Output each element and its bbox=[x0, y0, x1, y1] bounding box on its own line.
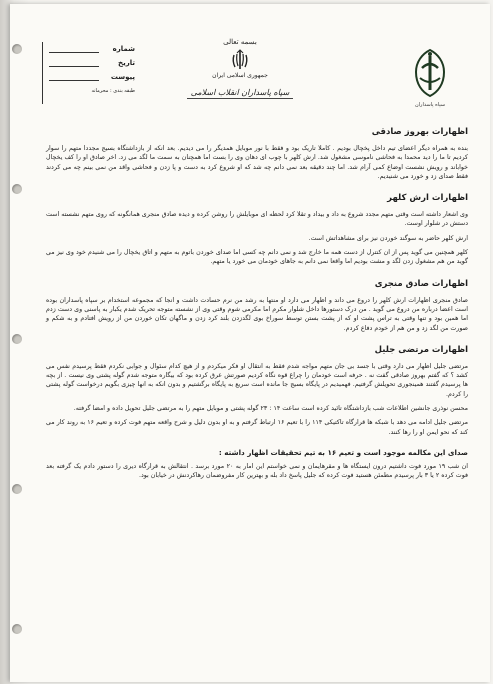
meta-label: شماره bbox=[112, 45, 135, 53]
binder-holes bbox=[12, 4, 26, 682]
recording-heading: صدای این مکالمه موجود است و تعیم ۱۶ به تیم تحقیقات اظهار داشته : bbox=[218, 447, 468, 457]
bismillah: بسمه تعالی bbox=[223, 38, 257, 46]
irgc-emblem-icon bbox=[408, 46, 452, 100]
section-heading: اظهارات صادق منجری bbox=[374, 278, 468, 289]
meta-row bbox=[43, 56, 135, 70]
calligraphy-title: سپاه پاسداران انقلاب اسلامی bbox=[187, 88, 294, 99]
statement-paragraph: کلهر همچنین می گوید پس از ان کنترل از دست همه ما خارج شد و نمی دانم چه کسی اما صدای خوردن باتوم به متهم و اتاق یخچال را می شنیدم خود وی نیز می گوید من هم مشغول زدن لگد و مشت بودیم اما واقعا نمی دانم به جاهای خودمان می خورد یا متهم. bbox=[46, 249, 468, 266]
section-heading: اظهارات بهروز صادقی bbox=[371, 127, 468, 137]
letterhead-center bbox=[180, 38, 300, 116]
emblem-caption: سپاه پاسداران bbox=[414, 102, 446, 108]
statement-paragraph: صادق منجری اظهارات ارش کلهر را دروغ می داند و اظهار می دارد او منتها به رشد من نرم حسادت داشت و انجا که مجموعه استخدام بر سپاه پاسداران بوده است اعضا درباره من دروغ می گوید . من درک دستورها داخل شلوار مکرم اما مکرمی شوم وقتی وی از نشسته متوجه تحریک شدم یکبار به پاسنی وی دست زدم اما همین بود و تنها وقتی به تراس پشت او که از پشت بستن توسط سوراخ بوی لگدزدن بلند کرد زدن و ماگهان تکان خوردن من از رویش افتادم و به شکم و صورت من لگد زد و من هم از خودم دفاع کردم. bbox=[46, 296, 468, 332]
statement-paragraph: مرتضی جلیل اظهار می دارد وقتی با جسد بی جان متهم مواجه شدم فقط به انتقال او فکر میکردم و از هیچ کدام سئوال و جوابی نکردم فقط پرسیدم نفس می کشد ؟ که گفتم بهروز صادقی گفت نه . حرفه است خودمان را چراغ قوه نگاه کردیم صورتش عرق کرده بود که بیگاره متوجه شدم گوله پشتی وی نیست . از بچه ها پرسیدم گفتند همینجوری تحویلش گرفتیم. فهمیدیم در پایگاه بسیج جا مانده است سریع به پایگاه برگشتیم و بدون انکه به انها چیزی بگویم درخواست گوله پشتی را کردم. bbox=[46, 362, 468, 398]
meta-label: طبقه بندی : محرمانه bbox=[91, 88, 135, 94]
meta-fill-line bbox=[49, 52, 99, 53]
binder-hole bbox=[12, 484, 22, 494]
section-heading: اظهارات مرتضی جلیل bbox=[374, 344, 468, 355]
iran-emblem-icon bbox=[229, 49, 251, 71]
meta-fill-line bbox=[49, 66, 99, 67]
statement-paragraph: محسن نوذری جانشین اطلاعات شب بازداشتگاه تائید کرده است ساعت ۱۴ : ۲۳ گوله پشتی و موبایل متهم را به مرتضی جلیل تحویل داده و امضا گرفته. bbox=[73, 405, 468, 413]
binder-hole bbox=[12, 334, 22, 344]
meta-row bbox=[43, 84, 135, 98]
statement-paragraph: وی اشعار داشته است وقتی متهم مجدد شروع به داد و بیداد و تقلا کرد لحظه ای موبایلش را روشن کرده و دیده صادق منجری همانگونه که روی متهم نشسته است دستش در شلوار اوست. bbox=[46, 211, 468, 228]
section-heading: اظهارات ارش کلهر bbox=[387, 193, 468, 204]
statement-paragraph: بنده به همراه دیگر اعضای تیم داخل پخچال بودیم . کاملا تاریک بود و فقط با نور موبایل همدیگر را می دیدیم. بعد انکه از بازداشتگاه بسیج مجددا متهم را سوار کردیم تا ما را دید محمدا به فحاشی ناموسی مشغول شد. ارش کلهر با چوب ای دهان وی را بست اما همچنان به سمت ما لگد می زد. اخر صادق او را کف یخچال خواباند و رویش نشست اوضاع کمی آرام شد. اما چند دقیقه بعد نمی دانم چه شد که او شروع کرد به دست و پا زدن و فحاشی واقد من نمی بینم چه می کردند فقط صدای زد و خورد می شنیدیم. bbox=[46, 145, 468, 180]
binder-hole bbox=[12, 184, 22, 194]
statement-paragraph: ارش کلهر حاضر به سوگند خوردن نیز برای مشاهداتش است. bbox=[308, 234, 468, 242]
meta-row bbox=[43, 70, 135, 84]
statement-section bbox=[46, 278, 468, 333]
meta-label: تاریخ bbox=[118, 59, 135, 67]
republic-title: جمهوری اسلامی ایران bbox=[212, 72, 268, 79]
meta-fill-line bbox=[49, 80, 99, 81]
document-meta bbox=[42, 42, 135, 104]
statement-section bbox=[46, 126, 468, 181]
letterhead bbox=[30, 34, 476, 116]
binder-hole bbox=[12, 44, 22, 54]
meta-label: پیوست bbox=[110, 73, 135, 81]
statement-paragraph: مرتضی جلیل ادامه می دهد با شبکه ها قرارگاه تاکتیکی ۱۱۴ را با تعیم ۱۶ ارتباط گرفتم و به او بدون دلیل و شرح واقعه متهم فوت کرده و تعیم ۱۶ به روند کار می کند که نحو ایمن او را رها کنند. bbox=[46, 419, 468, 436]
binder-hole bbox=[12, 624, 22, 634]
statement-section bbox=[46, 344, 468, 437]
meta-row bbox=[43, 42, 135, 56]
document-body bbox=[46, 126, 468, 481]
document-page bbox=[10, 4, 490, 682]
statement-section bbox=[46, 192, 468, 266]
recording-note bbox=[46, 448, 468, 481]
irgc-emblem bbox=[408, 46, 452, 110]
recording-paragraph: ان شب ۱۹ مورد فوت داشتیم درون ایستگاه ها و مقرهایمان و نمی خواستم این امار به ۲۰ مورد برسد . انتقالش به قرارگاه دیری را دستور دادم یک گرفته بعد فوت کرده ۲ یا ۳ بار پرسیدم مطمئن هستید فوت کرده که جلیل پاسخ داد بله و بهترین کار مفروضمان رهاکردنش در خیابان بود. bbox=[46, 462, 469, 480]
